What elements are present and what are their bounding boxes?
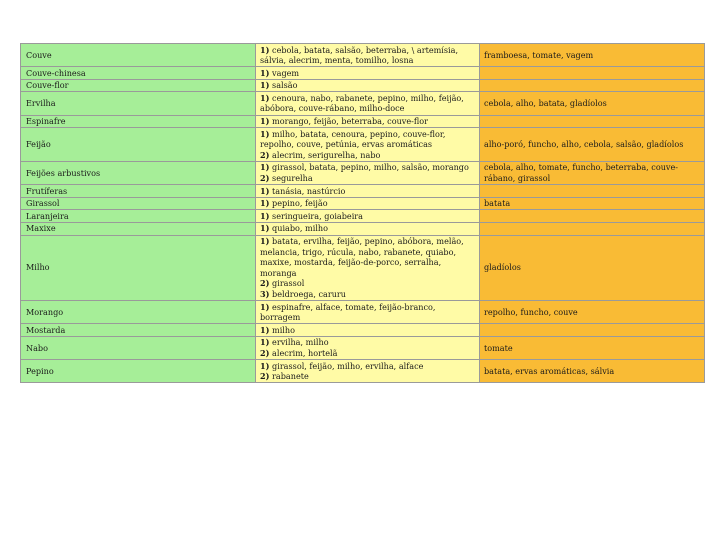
- companion-entry: [260, 236, 475, 278]
- companion-entry: [260, 278, 475, 289]
- antagonists-cell: gladíolos: [480, 235, 705, 301]
- priority-number: 3): [260, 288, 270, 299]
- table-row: [21, 336, 705, 359]
- companions-cell: [256, 222, 480, 235]
- companions-cell: [256, 336, 480, 359]
- antagonists-cell: [480, 324, 705, 337]
- companion-list: milho, batata, cenoura, pepino, couve-flor, repolho, couve, petúnia, ervas aromáticas: [260, 128, 446, 150]
- companion-entry: [260, 80, 475, 91]
- plant-cell: Mostarda: [21, 324, 256, 337]
- priority-number: 1): [260, 360, 270, 371]
- table-body: [21, 44, 705, 383]
- antagonists-cell: [480, 115, 705, 128]
- companion-entry: [260, 93, 475, 114]
- companions-cell: [256, 324, 480, 337]
- priority-number: 2): [260, 371, 270, 382]
- companion-list: alecrim, serigurelha, nabo: [272, 149, 381, 160]
- companion-list: morango, feijão, beterraba, couve-flor: [272, 116, 429, 127]
- companion-list: espinafre, alface, tomate, feijão-branco, borragem: [260, 301, 436, 323]
- companion-list: girassol, feijão, milho, ervilha, alface: [272, 360, 424, 371]
- priority-number: 1): [260, 92, 270, 103]
- antagonists-cell: tomate: [480, 336, 705, 359]
- table-row: [21, 360, 705, 383]
- plant-cell: Milho: [21, 235, 256, 301]
- companion-entry: [260, 150, 475, 161]
- companion-entry: [260, 348, 475, 359]
- companion-entry: [260, 325, 475, 336]
- companion-list: quiabo, milho: [272, 223, 328, 234]
- companion-entry: [260, 198, 475, 209]
- companions-cell: [256, 185, 480, 198]
- companions-cell: [256, 301, 480, 324]
- priority-number: 1): [260, 185, 270, 196]
- companions-cell: [256, 360, 480, 383]
- plant-cell: Frutíferas: [21, 185, 256, 198]
- companion-list: milho: [272, 324, 295, 335]
- companion-entry: [260, 211, 475, 222]
- antagonists-cell: [480, 79, 705, 92]
- table-row: [21, 222, 705, 235]
- antagonists-cell: [480, 210, 705, 223]
- companion-entry: [260, 68, 475, 79]
- table-row: [21, 67, 705, 80]
- plant-cell: Maxixe: [21, 222, 256, 235]
- table-row: [21, 92, 705, 115]
- priority-number: 1): [260, 80, 270, 91]
- companion-list: rabanete: [272, 371, 309, 382]
- plant-cell: Nabo: [21, 336, 256, 359]
- companions-cell: [256, 197, 480, 210]
- priority-number: 1): [260, 324, 270, 335]
- companion-list: seringueira, goiabeira: [272, 210, 363, 221]
- table-row: [21, 301, 705, 324]
- companion-entry: [260, 337, 475, 348]
- companion-list: pepino, feijão: [272, 198, 328, 209]
- table-row: [21, 79, 705, 92]
- companion-list: beldroega, caruru: [272, 288, 346, 299]
- priority-number: 1): [260, 116, 270, 127]
- companion-planting-table-container: [20, 43, 696, 383]
- priority-number: 1): [260, 301, 270, 312]
- priority-number: 1): [260, 236, 270, 246]
- companion-list: girassol: [272, 278, 305, 289]
- antagonists-cell: [480, 67, 705, 80]
- companion-list: segurelha: [272, 173, 313, 184]
- antagonists-cell: batata: [480, 197, 705, 210]
- priority-number: 1): [260, 210, 270, 221]
- antagonists-cell: repolho, funcho, couve: [480, 301, 705, 324]
- companions-cell: [256, 92, 480, 115]
- companion-planting-table: [20, 43, 705, 383]
- antagonists-cell: [480, 222, 705, 235]
- priority-number: 1): [260, 198, 270, 209]
- priority-number: 1): [260, 337, 270, 348]
- priority-number: 2): [260, 173, 270, 184]
- priority-number: 1): [260, 67, 270, 78]
- companion-list: alecrim, hortelã: [272, 347, 338, 358]
- companion-list: girassol, batata, pepino, milho, salsão, morango: [272, 162, 469, 173]
- table-row: [21, 161, 705, 184]
- companion-entry: [260, 223, 475, 234]
- plant-cell: Feijão: [21, 128, 256, 162]
- companion-list: tanásia, nastúrcio: [272, 185, 346, 196]
- antagonists-cell: batata, ervas aromáticas, sálvia: [480, 360, 705, 383]
- table-row: [21, 44, 705, 67]
- companion-entry: [260, 129, 475, 150]
- companions-cell: [256, 235, 480, 301]
- companion-list: salsão: [272, 80, 298, 91]
- priority-number: 1): [260, 162, 270, 173]
- companion-entry: [260, 186, 475, 197]
- table-row: [21, 128, 705, 162]
- companion-entry: [260, 302, 475, 323]
- plant-cell: Couve: [21, 44, 256, 67]
- plant-cell: Couve-flor: [21, 79, 256, 92]
- companions-cell: [256, 44, 480, 67]
- companion-entry: [260, 361, 475, 372]
- companion-list: batata, ervilha, feijão, pepino, abóbora, melão, melancia, trigo, rúcula, nabo, rabanete, quiabo, maxixe, mostarda, feijão-de-porco, serralha, moranga: [260, 236, 464, 278]
- plant-cell: Girassol: [21, 197, 256, 210]
- companions-cell: [256, 79, 480, 92]
- antagonists-cell: cebola, alho, tomate, funcho, beterraba, couve-rábano, girassol: [480, 161, 705, 184]
- companion-list: cenoura, nabo, rabanete, pepino, milho, feijão, abóbora, couve-rábano, milho-doce: [260, 92, 464, 114]
- companion-list: vagem: [272, 67, 300, 78]
- priority-number: 2): [260, 278, 270, 289]
- priority-number: 2): [260, 149, 270, 160]
- priority-number: 1): [260, 44, 270, 55]
- companions-cell: [256, 128, 480, 162]
- table-row: [21, 324, 705, 337]
- plant-cell: Morango: [21, 301, 256, 324]
- companions-cell: [256, 115, 480, 128]
- companion-list: cebola, batata, salsão, beterraba, \ artemísia, sálvia, alecrim, menta, tomilho, losna: [260, 44, 459, 66]
- table-row: [21, 235, 705, 301]
- priority-number: 1): [260, 128, 270, 139]
- companions-cell: [256, 161, 480, 184]
- plant-cell: Laranjeira: [21, 210, 256, 223]
- companion-entry: [260, 371, 475, 382]
- antagonists-cell: cebola, alho, batata, gladíolos: [480, 92, 705, 115]
- companion-entry: [260, 45, 475, 66]
- plant-cell: Feijões arbustivos: [21, 161, 256, 184]
- companion-entry: [260, 162, 475, 173]
- antagonists-cell: alho-poró, funcho, alho, cebola, salsão, gladíolos: [480, 128, 705, 162]
- companion-list: ervilha, milho: [272, 337, 329, 348]
- plant-cell: Ervilha: [21, 92, 256, 115]
- antagonists-cell: [480, 185, 705, 198]
- plant-cell: Couve-chinesa: [21, 67, 256, 80]
- plant-cell: Espinafre: [21, 115, 256, 128]
- companion-entry: [260, 173, 475, 184]
- antagonists-cell: framboesa, tomate, vagem: [480, 44, 705, 67]
- table-row: [21, 185, 705, 198]
- priority-number: 1): [260, 223, 270, 234]
- companion-entry: [260, 289, 475, 300]
- companion-entry: [260, 116, 475, 127]
- companions-cell: [256, 67, 480, 80]
- table-row: [21, 115, 705, 128]
- table-row: [21, 210, 705, 223]
- priority-number: 2): [260, 347, 270, 358]
- plant-cell: Pepino: [21, 360, 256, 383]
- companions-cell: [256, 210, 480, 223]
- table-row: [21, 197, 705, 210]
